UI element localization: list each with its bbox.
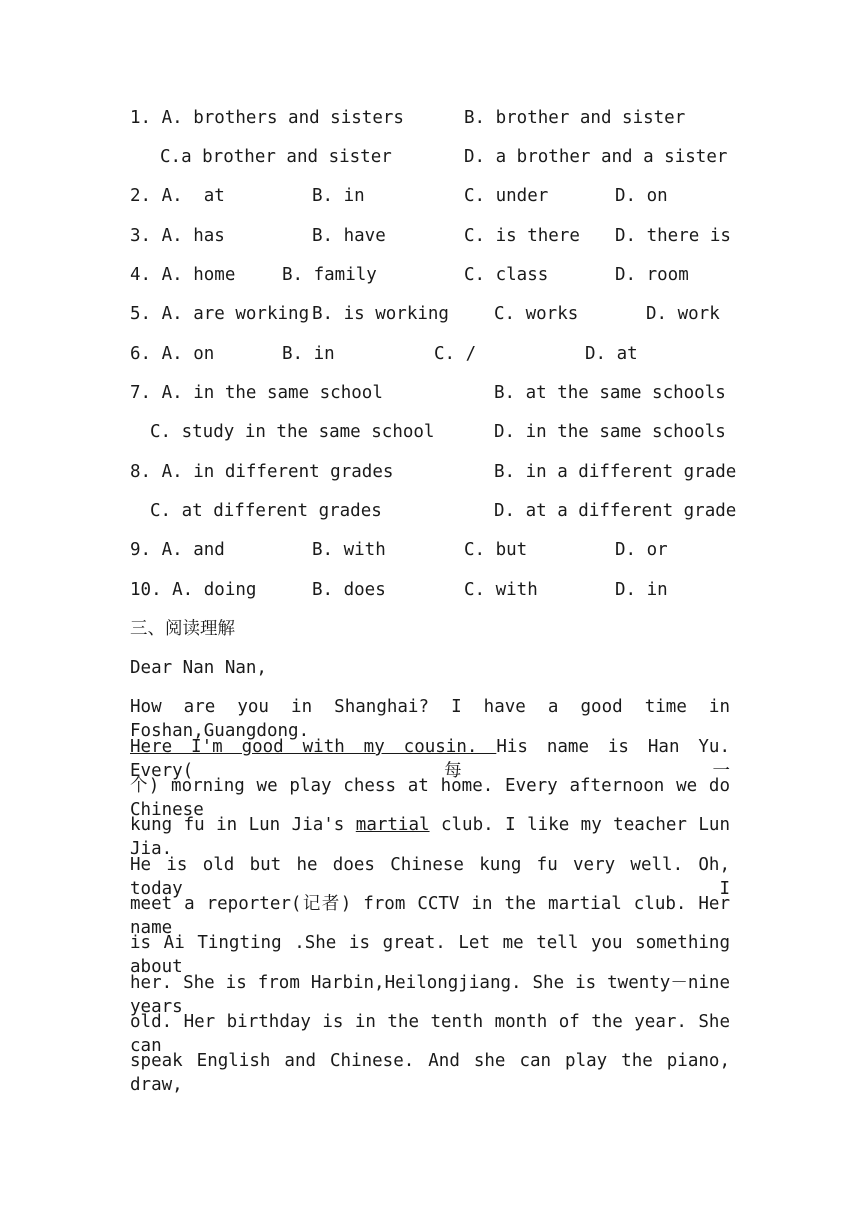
q1-option-d: D. a brother and a sister — [464, 147, 728, 167]
q4-option-b: B. family — [282, 265, 377, 285]
q5-option-b: B. is working — [312, 304, 449, 324]
q2-option-a: 2. A. at — [130, 186, 225, 206]
letter-line-2-rest: His name is Han Yu. Every(每一 — [130, 737, 731, 781]
q9-option-c: C. but — [464, 540, 528, 560]
q8-option-c: C. at different grades — [150, 501, 382, 521]
q5-option-d: D. work — [646, 304, 720, 324]
letter-line-8: her. She is from Harbin,Heilongjiang. She is twenty－nine years — [130, 973, 730, 1017]
q9-option-b: B. with — [312, 540, 386, 560]
q6-option-a: 6. A. on — [130, 344, 215, 364]
q2-option-c: C. under — [464, 186, 549, 206]
q3-option-c: C. is there — [464, 226, 580, 246]
q9-option-a: 9. A. and — [130, 540, 225, 560]
q8-option-d: D. at a different grade — [494, 501, 737, 521]
q9-option-d: D. or — [615, 540, 668, 560]
q3-option-b: B. have — [312, 226, 386, 246]
underlined-word: martial — [355, 815, 430, 835]
letter-line-4-end: club. I like my teacher Lun Jia. — [130, 815, 730, 859]
q5-option-a: 5. A. are working — [130, 304, 310, 324]
q3-option-a: 3. A. has — [130, 226, 225, 246]
letter-line-7: is Ai Tingting .She is great. Let me tell you something about — [130, 933, 730, 977]
letter-line-10: speak English and Chinese. And she can play the piano, draw, — [130, 1051, 730, 1095]
q2-option-d: D. on — [615, 186, 668, 206]
q7-option-c: C. study in the same school — [150, 422, 435, 442]
letter-line-3: 个) morning we play chess at home. Every afternoon we do Chinese — [130, 776, 730, 820]
letter-line-5: He is old but he does Chinese kung fu very well. Oh, today I — [130, 855, 730, 899]
q4-option-d: D. room — [615, 265, 689, 285]
q7-option-d: D. in the same schools — [494, 422, 726, 442]
q10-option-a: 10. A. doing — [130, 580, 257, 600]
q6-option-b: B. in — [282, 344, 335, 364]
q5-option-c: C. works — [494, 304, 579, 324]
q1-option-b: B. brother and sister — [464, 108, 686, 128]
q4-option-a: 4. A. home — [130, 265, 236, 285]
q8-option-a: 8. A. in different grades — [130, 462, 394, 482]
letter-line-2 — [130, 735, 731, 781]
q2-option-b: B. in — [312, 186, 365, 206]
q8-option-b: B. in a different grade — [494, 462, 737, 482]
letter-line-1: How are you in Shanghai? I have a good time in Foshan,Guangdong. — [130, 697, 730, 741]
q6-option-c: C. / — [434, 344, 477, 364]
letter-line-4 — [130, 813, 730, 859]
q6-option-d: D. at — [585, 344, 638, 364]
q1-option-a: 1. A. brothers and sisters — [130, 108, 404, 128]
underlined-sentence: Here I'm good with my cousin. — [130, 737, 497, 757]
section-title: 三、阅读理解 — [130, 619, 235, 639]
q3-option-d: D. there is — [615, 226, 731, 246]
letter-greeting: Dear Nan Nan, — [130, 658, 267, 678]
letter-line-6: meet a reporter(记者) from CCTV in the martial club. Her name — [130, 894, 730, 938]
letter-line-4-start: kung fu in Lun Jia's — [130, 815, 356, 835]
q1-option-c: C.a brother and sister — [160, 147, 392, 167]
q10-option-c: C. with — [464, 580, 538, 600]
letter-line-9: old. Her birthday is in the tenth month of the year. She can — [130, 1012, 730, 1056]
q10-option-d: D. in — [615, 580, 668, 600]
q4-option-c: C. class — [464, 265, 549, 285]
q10-option-b: B. does — [312, 580, 386, 600]
q7-option-b: B. at the same schools — [494, 383, 726, 403]
q7-option-a: 7. A. in the same school — [130, 383, 383, 403]
